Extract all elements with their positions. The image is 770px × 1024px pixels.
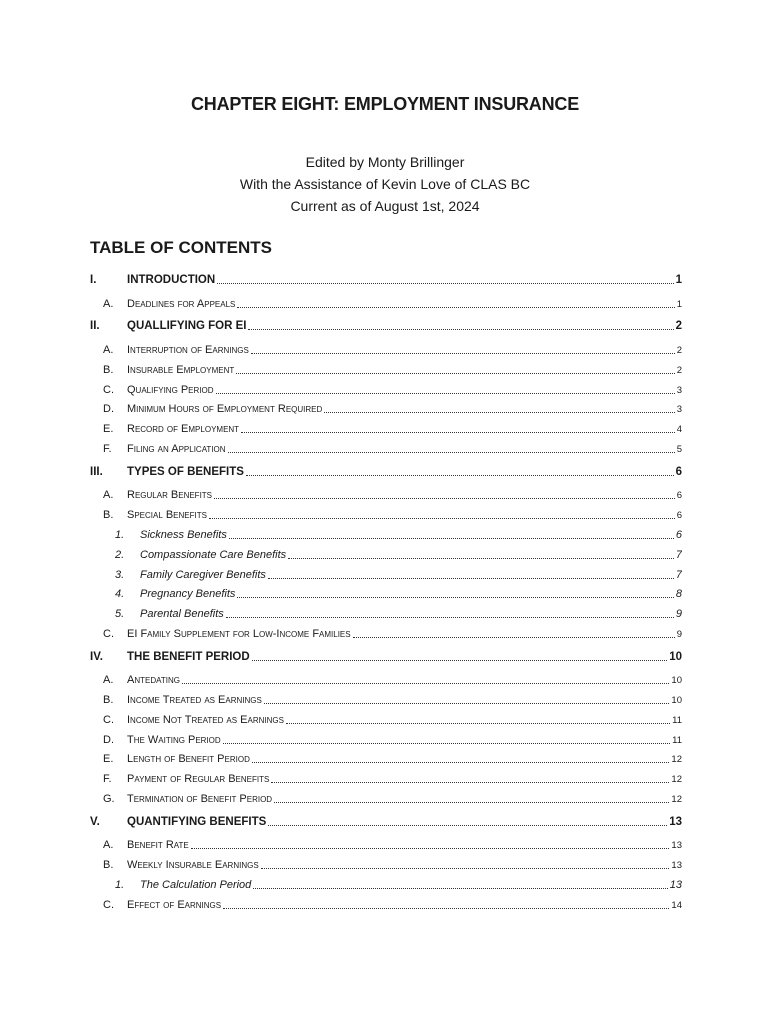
toc-entry-page: 13 [671, 840, 682, 851]
toc-entry[interactable] [90, 877, 682, 893]
toc-entry[interactable] [90, 296, 682, 312]
dot-leader [229, 527, 674, 539]
toc-entry-label: EI Family Supplement for Low-Income Families [127, 628, 351, 640]
toc-entry-label: Family Caregiver Benefits [140, 569, 266, 581]
toc-entry-page: 6 [676, 510, 682, 521]
toc-entry[interactable] [90, 401, 682, 417]
toc-entry-label: QUALLIFYING FOR EI [127, 320, 247, 332]
toc-entry-page: 11 [672, 735, 682, 746]
toc-entry-number: G. [103, 793, 115, 805]
toc-entry-page: 12 [671, 774, 682, 785]
dot-leader [182, 672, 669, 684]
toc-entry-page: 14 [671, 900, 682, 911]
dot-leader [228, 441, 675, 453]
toc-entry[interactable] [90, 507, 682, 523]
toc-entry-number: C. [103, 714, 114, 726]
toc-entry-label: Compassionate Care Benefits [140, 549, 287, 561]
toc-entry-number: II. [90, 320, 100, 332]
toc-entry-number: V. [90, 816, 100, 828]
toc-entry-page: 1 [676, 299, 682, 310]
toc-entry-label: Parental Benefits [140, 608, 224, 620]
toc-entry-label: INTRODUCTION [127, 274, 216, 286]
toc-entry[interactable] [90, 421, 682, 437]
toc-entry-page: 5 [676, 444, 682, 455]
toc-entry-number: A. [103, 344, 114, 356]
dot-leader [248, 318, 673, 330]
toc-entry-page: 13 [669, 879, 682, 891]
toc-entry-number: B. [103, 364, 114, 376]
toc-entry-label: Filing an Application [127, 443, 226, 455]
toc-entry-label: Pregnancy Benefits [140, 588, 236, 600]
dot-leader [264, 692, 670, 704]
assistance-line: With the Assistance of Kevin Love of CLAS BC [239, 176, 531, 192]
toc-entry-number: B. [103, 694, 114, 706]
toc-entry-page: 6 [675, 466, 682, 478]
toc-entry[interactable] [90, 547, 682, 563]
toc-entry[interactable] [90, 318, 682, 334]
toc-entry-number: E. [103, 753, 114, 765]
toc-entry-label: Sickness Benefits [140, 529, 227, 541]
toc-entry-number: 1. [115, 529, 125, 541]
toc-entry-page: 6 [675, 529, 682, 541]
dot-leader [246, 464, 674, 476]
toc-entry-number: 3. [115, 569, 125, 581]
dot-leader [237, 296, 674, 308]
toc-entry-label: Qualifying Period [127, 384, 214, 396]
toc-entry-number: F. [103, 773, 112, 785]
currency-date-line: Current as of August 1st, 2024 [290, 198, 480, 214]
toc-entry[interactable] [90, 464, 682, 480]
toc-entry[interactable] [90, 567, 682, 583]
editor-credits [0, 151, 770, 217]
toc-entry-page: 13 [669, 816, 682, 828]
toc-entry-number: D. [103, 734, 114, 746]
toc-entry-page: 1 [675, 274, 682, 286]
dot-leader [268, 567, 674, 579]
toc-entry-number: C. [103, 899, 114, 911]
toc-entry-page: 7 [675, 549, 682, 561]
toc-entry[interactable] [90, 272, 682, 288]
dot-leader [236, 362, 674, 374]
toc-entry-number: 4. [115, 588, 125, 600]
dot-leader [274, 791, 669, 803]
dot-leader [214, 487, 675, 499]
toc-entry[interactable] [90, 342, 682, 358]
toc-entry-page: 13 [671, 860, 682, 871]
toc-entry-page: 2 [675, 320, 682, 332]
toc-entry-page: 7 [675, 569, 682, 581]
toc-entry-label: Income Not Treated as Earnings [127, 714, 284, 726]
toc-entry-label: Special Benefits [127, 509, 207, 521]
dot-leader [271, 771, 669, 783]
dot-leader [209, 507, 675, 519]
toc-entry[interactable] [90, 712, 682, 728]
toc-entry-page: 10 [671, 675, 682, 686]
toc-entry[interactable] [90, 837, 682, 853]
toc-entry[interactable] [90, 382, 682, 398]
toc-entry-label: Antedating [127, 674, 180, 686]
toc-entry-label: Minimum Hours of Employment Required [127, 403, 323, 415]
toc-entry-number: IV. [90, 651, 104, 663]
toc-entry-label: THE BENEFIT PERIOD [127, 651, 250, 663]
dot-leader [261, 857, 670, 869]
chapter-title: CHAPTER EIGHT: EMPLOYMENT INSURANCE [190, 94, 580, 114]
toc-entry-label: Payment of Regular Benefits [127, 773, 270, 785]
toc-entry-label: Insurable Employment [127, 364, 235, 376]
toc-entry[interactable] [90, 441, 682, 457]
toc-entry[interactable] [90, 692, 682, 708]
toc-entry[interactable] [90, 857, 682, 873]
toc-entry-label: TYPES OF BENEFITS [127, 466, 244, 478]
toc-entry[interactable] [90, 791, 682, 807]
toc-entry[interactable] [90, 649, 682, 665]
toc-entry[interactable] [90, 732, 682, 748]
toc-entry-number: B. [103, 509, 114, 521]
toc-entry-label: Effect of Earnings [127, 899, 222, 911]
dot-leader [268, 814, 667, 826]
toc-entry-page: 4 [676, 424, 682, 435]
toc-entry[interactable] [90, 487, 682, 503]
dot-leader [253, 877, 667, 889]
toc-entry-page: 6 [676, 490, 682, 501]
toc-entry-page: 3 [676, 404, 682, 415]
toc-entry-number: D. [103, 403, 114, 415]
toc-entry-label: Termination of Benefit Period [127, 793, 273, 805]
toc-entry-page: 10 [671, 695, 682, 706]
toc-entry-label: Weekly Insurable Earnings [127, 859, 259, 871]
toc-entry[interactable] [90, 672, 682, 688]
toc-entry-label: Benefit Rate [127, 839, 189, 851]
dot-leader [191, 837, 670, 849]
toc-entry[interactable] [90, 606, 682, 622]
toc-entry[interactable] [90, 527, 682, 543]
toc-entry[interactable] [90, 626, 682, 642]
dot-leader [252, 751, 670, 763]
toc-entry[interactable] [90, 814, 682, 830]
dot-leader [226, 606, 674, 618]
dot-leader [353, 626, 675, 638]
dot-leader [237, 586, 673, 598]
toc-entry-number: C. [103, 628, 114, 640]
dot-leader [286, 712, 670, 724]
toc-entry-page: 8 [675, 588, 682, 600]
toc-entry-number: III. [90, 466, 103, 478]
toc-entry[interactable] [90, 362, 682, 378]
dot-leader [252, 649, 668, 661]
toc-entry-label: Record of Employment [127, 423, 240, 435]
dot-leader [223, 732, 670, 744]
toc-entry-number: B. [103, 859, 114, 871]
toc-entry-number: I. [90, 274, 97, 286]
toc-entry-label: The Calculation Period [140, 879, 252, 891]
dot-leader [216, 382, 675, 394]
dot-leader [251, 342, 675, 354]
toc-entry-label: Regular Benefits [127, 489, 213, 501]
toc-heading: TABLE OF CONTENTS [90, 238, 272, 257]
dot-leader [217, 272, 673, 284]
dot-leader [241, 421, 675, 433]
toc-entry-page: 11 [672, 715, 682, 726]
toc-entry-number: A. [103, 674, 114, 686]
toc-entry-number: 2. [115, 549, 125, 561]
dot-leader [288, 547, 674, 559]
toc-entry-page: 12 [671, 754, 682, 765]
toc-entry-number: A. [103, 489, 114, 501]
toc-entry-page: 9 [676, 629, 682, 640]
toc-entry-page: 3 [676, 385, 682, 396]
toc-entry-number: F. [103, 443, 112, 455]
toc-entry-page: 9 [675, 608, 682, 620]
toc-entry-label: Length of Benefit Period [127, 753, 250, 765]
toc-entry-number: 5. [115, 608, 125, 620]
editor-line: Edited by Monty Brillinger [305, 154, 465, 170]
toc-entry-number: C. [103, 384, 114, 396]
toc-entry-label: Income Treated as Earnings [127, 694, 262, 706]
toc-entry-number: A. [103, 839, 114, 851]
toc-entry-number: A. [103, 298, 114, 310]
toc-entry[interactable] [90, 771, 682, 787]
toc-entry-page: 12 [671, 794, 682, 805]
toc-entry[interactable] [90, 586, 682, 602]
toc-entry-number: E. [103, 423, 114, 435]
toc-entry-number: 1. [115, 879, 125, 891]
toc-entry-page: 2 [676, 365, 682, 376]
toc-entry-page: 10 [669, 651, 682, 663]
toc-entry-label: QUANTIFYING BENEFITS [127, 816, 267, 828]
toc-entry[interactable] [90, 751, 682, 767]
dot-leader [223, 897, 669, 909]
toc-entry-label: Deadlines for Appeals [127, 298, 236, 310]
toc-entry[interactable] [90, 897, 682, 913]
toc-entry-label: Interruption of Earnings [127, 344, 249, 356]
dot-leader [324, 401, 674, 413]
toc-entry-page: 2 [676, 345, 682, 356]
toc-entry-label: The Waiting Period [127, 734, 221, 746]
